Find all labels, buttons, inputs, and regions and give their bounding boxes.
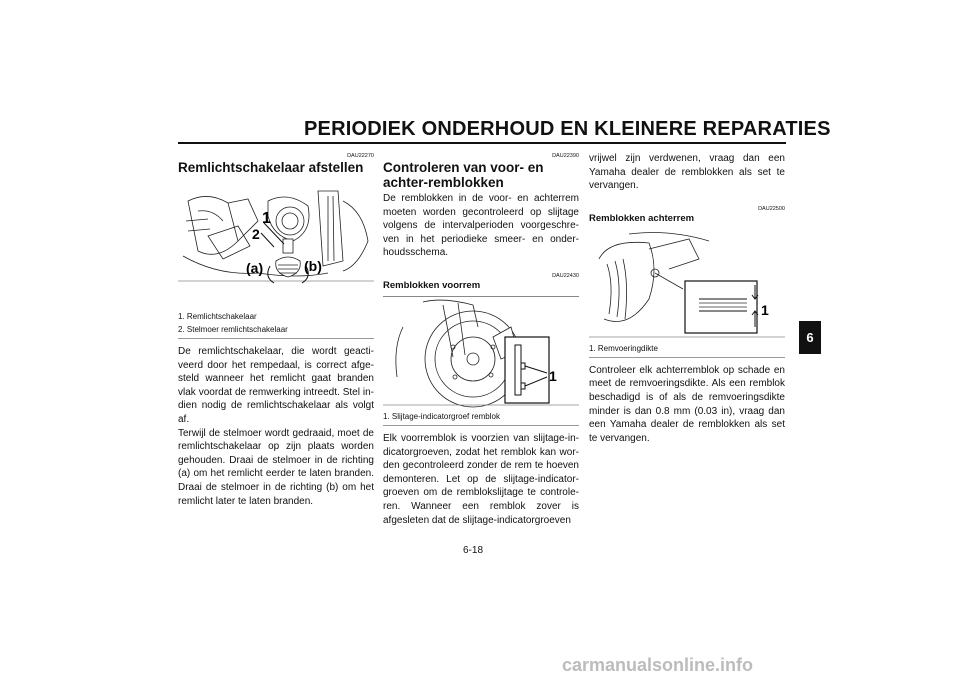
front-brake-figure	[383, 296, 579, 409]
subsection-title: Remblokken achterrem	[589, 212, 695, 224]
page-number: 6-18	[463, 545, 484, 556]
continuation-paragraph: vrijwel zijn verdwenen, vraag dan een Yamaha dealer de remblokken als set te vervangen.	[589, 153, 785, 192]
section-title: Controleren van voor- en achter-remblokken	[383, 160, 544, 190]
figure-label-b: (b)	[304, 258, 322, 274]
section-code: DAU22390	[552, 153, 579, 159]
section-code: DAU22270	[347, 153, 374, 159]
figure-caption-list	[589, 343, 785, 358]
column-brake-pads	[383, 152, 579, 527]
brake-light-switch-illustration	[178, 181, 374, 299]
figure-label-a: (a)	[246, 260, 264, 276]
figure-caption-2: 2. Stelmoer remlichtschakelaar	[178, 325, 288, 334]
figure-caption-1: 1. Remlichtschakelaar	[178, 312, 257, 321]
paragraph-rear-brake: Controleer elk achterremblok op schade en meet de remvoeringsdikte. Als een remblok beschadigd is of als de remvoeringsdikte minder is dan 0.8 mm (0.03 in), vraag dan een Yamaha dealer de remblokken als set te vervangen.	[589, 364, 785, 444]
section-title: Remlichtschakelaar afstellen	[178, 160, 364, 175]
subsection-code: DAU22500	[758, 205, 785, 212]
paragraph-1: De remlichtschakelaar, die wordt geactiveerd door het rempedaal, is correct afgesteld wanneer het remlicht gaat branden vlak voordat de remwerking intreedt. Stel indien nodig de remlichtschakelaar als volgt af.	[178, 346, 374, 425]
watermark: carmanualsonline.info	[562, 655, 754, 675]
chapter-tab: 6	[799, 321, 821, 354]
header-rule	[178, 142, 786, 144]
subsection-title: Remblokken voorrem	[383, 279, 481, 291]
page-header: PERIODIEK ONDERHOUD EN KLEINERE REPARATIES	[304, 118, 831, 140]
paragraph-2: Terwijl de stelmoer wordt gedraaid, moet de remlichtschakelaar op zijn plaats worden gehouden. Draai de stelmoer in de richting (a) om het remlicht eerder te laten branden. Draai de stelmoer in de richting (b) om het remlicht later te laten branden.	[178, 427, 374, 507]
front-brake-illustration	[383, 297, 579, 409]
figure-caption-1: 1. Slijtage-indicatorgroef remblok	[383, 411, 500, 421]
rear-brake-figure	[589, 229, 785, 341]
figure-caption-list	[178, 311, 374, 339]
figure-label-2: 2	[252, 226, 260, 242]
paragraph-front-brake: Elk voorremblok is voorzien van slijtage-indicatorgroeven, zodat het remblok kan worden gecontroleerd zonder de rem te hoeven demonteren. Let op de slijtage-indicatorgroeven om de remblokslijtage te controleren. Wanneer een remblok zover is afgesleten dat de slijtage-indicatorgroeven	[383, 432, 579, 526]
figure-caption-1: 1. Remvoeringdikte	[589, 343, 658, 353]
figure-label-1: 1	[761, 301, 769, 318]
rear-brake-illustration	[589, 229, 785, 341]
column-rear-brake	[589, 152, 785, 445]
subsection-code: DAU22430	[552, 272, 579, 279]
figure-label-1: 1	[262, 210, 271, 227]
figure-caption-list	[383, 411, 579, 426]
figure-label-1: 1	[549, 367, 557, 384]
brake-light-switch-figure	[178, 181, 374, 299]
intro-paragraph: De remblokken in de voor- en achterrem moeten worden gecontroleerd op slijtage volgens de intervalperioden voorgeschreven in het periodieke smeer- en onderhoudsschema.	[383, 193, 579, 259]
column-brake-light-switch	[178, 152, 374, 508]
